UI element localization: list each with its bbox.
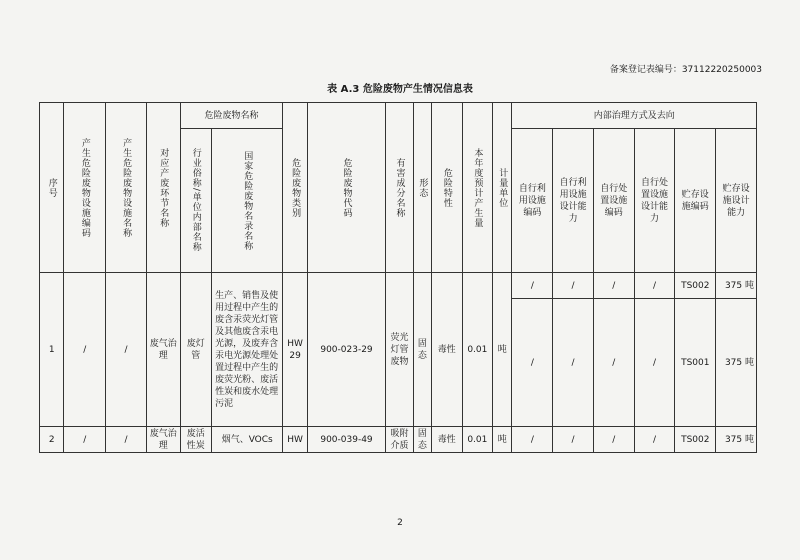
- cell-self-dispose-code: /: [593, 299, 634, 427]
- cell-code: 900-023-29: [307, 273, 385, 427]
- cell-harmful-component: 荧光灯管废物: [386, 273, 413, 427]
- col-category: 危险废物类别: [283, 103, 307, 273]
- cell-self-dispose-capacity: /: [634, 273, 675, 299]
- cell-form: 固态: [413, 427, 431, 453]
- col-form: 形态: [413, 103, 431, 273]
- col-industry-name: 行业俗称/单位内部名称: [180, 129, 212, 273]
- cell-category: HW: [283, 427, 307, 453]
- cell-self-dispose-code: /: [593, 273, 634, 299]
- cell-self-use-code: /: [512, 427, 553, 453]
- cell-facility-code: /: [64, 427, 106, 453]
- col-storage-capacity: 贮存设施设计能力: [716, 129, 757, 273]
- cell-unit: 吨: [493, 427, 512, 453]
- cell-storage-capacity: 375 吨: [716, 299, 757, 427]
- col-facility-name: 产生危险废物设施名称: [106, 103, 147, 273]
- registration-number: [610, 62, 762, 75]
- cell-unit: 吨: [493, 273, 512, 427]
- cell-national-name: 烟气、VOCs: [212, 427, 283, 453]
- cell-process: 废气治理: [146, 427, 180, 453]
- cell-process: 废气治理: [146, 273, 180, 427]
- col-hazard: 危险特性: [432, 103, 463, 273]
- cell-facility-code: /: [64, 273, 106, 427]
- cell-code: 900-039-49: [307, 427, 385, 453]
- cell-category: HW 29: [283, 273, 307, 427]
- cell-annual-amount: 0.01: [462, 427, 493, 453]
- cell-annual-amount: 0.01: [462, 273, 493, 427]
- col-process: 对应产废环节名称: [146, 103, 180, 273]
- col-storage-code: 贮存设施编码: [675, 129, 716, 273]
- page-number: 2: [397, 518, 403, 528]
- cell-seq: 1: [40, 273, 64, 427]
- hazardous-waste-table: [39, 102, 757, 453]
- cell-self-use-capacity: /: [553, 427, 594, 453]
- cell-harmful-component: 吸附介质: [386, 427, 413, 453]
- cell-facility-name: /: [106, 427, 147, 453]
- cell-storage-capacity: 375 吨: [716, 273, 757, 299]
- col-unit: 计量单位: [493, 103, 512, 273]
- cell-self-use-code: /: [512, 299, 553, 427]
- col-seq: 序号: [40, 103, 64, 273]
- cell-storage-code: TS001: [675, 299, 716, 427]
- cell-hazard: 毒性: [432, 273, 463, 427]
- cell-seq: 2: [40, 427, 64, 453]
- col-self-dispose-capacity: 自行处置设施设计能力: [634, 129, 675, 273]
- col-national-name: 国家危险废物名录名称: [212, 129, 283, 273]
- cell-storage-capacity: 375 吨: [716, 427, 757, 453]
- col-self-use-code: 自行利用设施编码: [512, 129, 553, 273]
- cell-self-dispose-capacity: /: [634, 299, 675, 427]
- cell-form: 固态: [413, 273, 431, 427]
- col-facility-code: 产生危险废物设施编码: [64, 103, 106, 273]
- cell-industry-name: 废灯管: [180, 273, 212, 427]
- cell-hazard: 毒性: [432, 427, 463, 453]
- cell-facility-name: /: [106, 273, 147, 427]
- cell-self-use-capacity: /: [553, 299, 594, 427]
- cell-self-use-capacity: /: [553, 273, 594, 299]
- registration-label: 备案登记表编号：: [609, 65, 682, 75]
- cell-national-name: 生产、销售及使用过程中产生的废含汞荧光灯管及其他废含汞电光源，及废弃含汞电光源处理处置过程中产生的废荧光粉、废活性炭和废水处理污泥: [212, 273, 283, 427]
- col-code: 危险废物代码: [307, 103, 385, 273]
- cell-self-use-code: /: [512, 273, 553, 299]
- cell-self-dispose-code: /: [593, 427, 634, 453]
- col-self-use-capacity: 自行利用设施设计能力: [553, 129, 594, 273]
- col-self-dispose-code: 自行处置设施编码: [593, 129, 634, 273]
- cell-storage-code: TS002: [675, 427, 716, 453]
- table-title: 表 A.3 危险废物产生情况信息表: [327, 84, 473, 95]
- cell-industry-name: 废活性炭: [180, 427, 212, 453]
- registration-value: 37112220250003: [681, 65, 762, 75]
- table-row: [40, 427, 757, 453]
- col-internal-group: 内部治理方式及去向: [512, 103, 757, 129]
- table-row: [40, 273, 757, 299]
- cell-storage-code: TS002: [675, 273, 716, 299]
- cell-self-dispose-capacity: /: [634, 427, 675, 453]
- col-waste-name-group: 危险废物名称: [180, 103, 283, 129]
- col-harmful-component: 有害成分名称: [386, 103, 413, 273]
- col-annual-amount: 本年度预计产生量: [462, 103, 493, 273]
